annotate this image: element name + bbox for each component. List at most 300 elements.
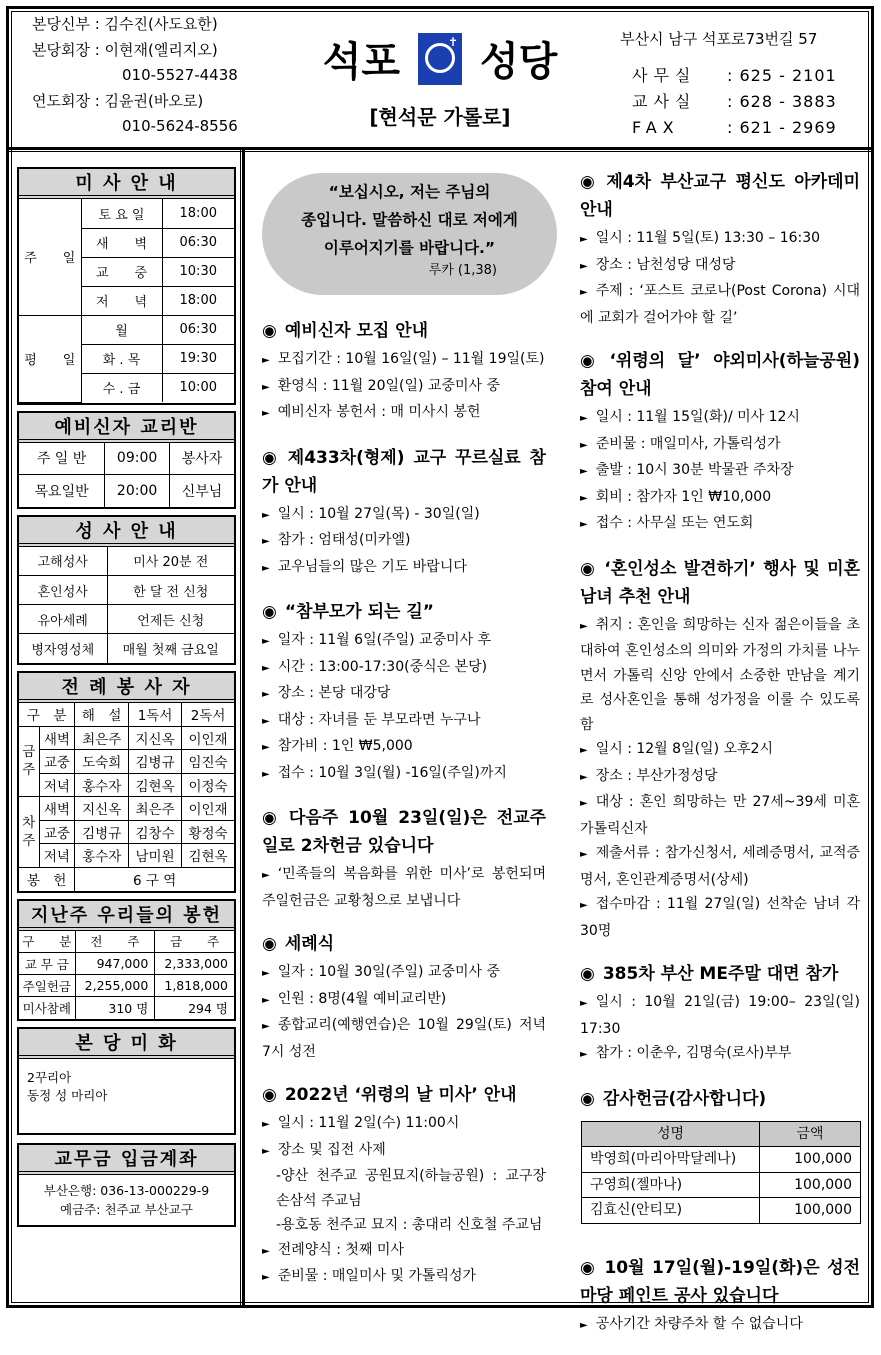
church-subtitle: [현석문 가롤로]	[369, 105, 511, 129]
arrow-bullet-icon: ►	[262, 689, 270, 700]
mass-day: 저 녁	[81, 286, 162, 315]
notice-line	[262, 1164, 546, 1213]
notice-text: 제출서류 : 참가신청서, 세례증명서, 교적증명서, 혼인관계증명서(상세)	[580, 845, 860, 888]
bullseye-icon: ◉	[580, 172, 599, 192]
arrow-bullet-icon: ►	[580, 900, 588, 911]
notice-line	[580, 764, 860, 791]
bullseye-icon: ◉	[262, 1085, 277, 1105]
union-president: 연도회장 : 김윤권(바오로)	[32, 91, 204, 110]
notice-heading-text: 385차 부산 ME주말 대면 참가	[602, 964, 839, 984]
notice-text: 일시 : 12월 8일(일) 오후2시	[595, 741, 773, 757]
sacraments	[17, 515, 236, 665]
offerings-header: 구 분	[19, 931, 75, 953]
liturgy-cell: 이정숙	[182, 773, 234, 797]
contact-classroom: 교사실 : 628 - 3883	[632, 89, 837, 115]
liturgy-header: 구 분	[19, 703, 75, 727]
notice-line	[580, 511, 860, 538]
contact-office: 사무실 : 625 - 2101	[632, 63, 837, 89]
notice-line	[580, 990, 860, 1041]
arrow-bullet-icon: ►	[262, 1272, 270, 1283]
union-president-phone: 010-5624-8556	[122, 117, 238, 135]
offerings-cell: 1,818,000	[155, 975, 234, 997]
notice-line	[580, 892, 860, 943]
liturgy-week-label: 금주	[19, 726, 39, 797]
notice-heading	[580, 347, 860, 403]
notice-line	[580, 458, 860, 485]
sacraments-table	[19, 547, 234, 663]
liturgy-offering-row	[19, 867, 234, 891]
notice-text: 공사기간 차량주차 할 수 없습니다	[595, 1315, 803, 1332]
header-divider	[8, 147, 873, 152]
notice-text: 접수마감 : 11월 27일(일) 선착순 남녀 각30명	[580, 896, 860, 939]
notice-text: 대상 : 혼인 희망하는 만 27세~39세 미혼 가톨릭신자	[580, 794, 860, 837]
offerings-row	[19, 953, 234, 975]
contact-value: 625 - 2101	[739, 66, 837, 85]
mass-row	[19, 315, 234, 344]
liturgy-row	[19, 773, 234, 797]
header-contacts	[620, 28, 837, 141]
liturgy-cell: 홍수자	[75, 773, 129, 797]
notice-line	[262, 681, 546, 708]
mass-time: 10:30	[162, 257, 234, 286]
liturgy-cell: 김창수	[129, 820, 182, 844]
sacraments-title: 성 사 안 내	[19, 517, 234, 547]
notice-heading	[580, 1254, 860, 1310]
donation-row	[582, 1198, 861, 1224]
catechism-class-title: 예비신자 교리반	[19, 413, 234, 443]
offerings-row	[19, 997, 234, 1019]
notice-section	[262, 317, 546, 427]
liturgy-cell: 김현옥	[129, 773, 182, 797]
liturgy-offering-value: 6 구 역	[75, 867, 234, 891]
offerings-cell: 2,255,000	[75, 975, 155, 997]
liturgy-row	[19, 797, 234, 821]
notice-section	[580, 168, 860, 330]
mass-group-label: 평 일	[19, 315, 81, 402]
contact-label: 사무실	[632, 66, 697, 85]
notice-line	[262, 1213, 546, 1238]
liturgy-ministers-title: 전 례 봉 사 자	[19, 673, 234, 703]
offerings-cell: 947,000	[75, 953, 155, 975]
liturgy-offering-label: 봉 헌	[19, 867, 75, 891]
liturgy-ministers	[17, 671, 236, 893]
arrow-bullet-icon: ►	[262, 1119, 270, 1130]
arrow-bullet-icon: ►	[580, 1049, 588, 1060]
liturgy-cell: 임진숙	[182, 750, 234, 774]
sacrament-row	[19, 605, 234, 634]
notice-line	[580, 841, 860, 892]
notice-heading-text: 세례식	[284, 934, 335, 954]
notice-text: 출발 : 10시 30분 박물관 주차장	[595, 462, 794, 478]
arrow-bullet-icon: ►	[580, 771, 588, 783]
liturgy-cell: 최은주	[75, 726, 129, 750]
mass-day: 교 중	[81, 257, 162, 286]
weekly-offerings-title: 지난주 우리들의 봉헌	[19, 901, 234, 931]
column-divider	[240, 150, 245, 1306]
notice-text: 장소 및 집전 사제	[277, 1141, 386, 1158]
mass-day: 수 . 금	[81, 373, 162, 402]
flower-line: 동정 성 마리아	[27, 1087, 108, 1103]
catechism-cell: 봉사자	[170, 443, 234, 475]
notice-section	[580, 1254, 860, 1339]
notice-heading-text: 다음주 10월 23일(일)은 전교주일로 2차헌금 있습니다	[262, 808, 546, 856]
notice-heading	[580, 1085, 860, 1113]
notice-section	[262, 1081, 546, 1291]
donation-row	[582, 1172, 861, 1198]
notice-text: 일시 : 11월 5일(토) 13:30 – 16:30	[595, 230, 821, 246]
notice-line	[262, 761, 546, 788]
account-line: 부산은행: 036-13-000229-9	[43, 1182, 210, 1198]
offerings-header: 전 주	[75, 931, 155, 953]
liturgy-cell: 교중	[39, 750, 75, 774]
notice-section	[262, 804, 546, 913]
liturgy-row	[19, 844, 234, 868]
donation-amount: 100,000	[760, 1147, 861, 1173]
flower-ministry-title: 본 당 미 화	[19, 1029, 234, 1059]
catechism-class	[17, 411, 236, 509]
notice-heading	[262, 317, 546, 345]
arrow-bullet-icon: ►	[580, 492, 588, 504]
mass-schedule-table	[19, 199, 234, 403]
church-logo-icon: ✝	[418, 33, 462, 85]
mass-time: 18:00	[162, 199, 234, 228]
mass-row	[19, 199, 234, 228]
arrow-bullet-icon: ►	[580, 998, 588, 1009]
notice-line	[262, 862, 546, 913]
liturgy-cell: 도숙희	[75, 750, 129, 774]
liturgy-row	[19, 750, 234, 774]
notice-text: 일시 : 10월 21일(금) 19:00– 23일(일) 17:30	[580, 994, 860, 1037]
bullseye-icon: ◉	[580, 1257, 597, 1278]
notice-heading	[262, 444, 546, 500]
catechism-cell: 20:00	[105, 475, 170, 507]
mass-group-label: 주 일	[19, 199, 81, 315]
notice-text: 일시 : 11월 2일(수) 11:00시	[277, 1115, 460, 1131]
arrow-bullet-icon: ►	[580, 519, 588, 530]
parish-president-phone: 010-5527-4438	[122, 66, 238, 84]
header-staff	[32, 12, 238, 140]
liturgy-row	[19, 726, 234, 750]
notice-text: 준비물 : 매일미사 및 가톨릭성가	[277, 1268, 477, 1284]
offerings-cell: 교 무 금	[19, 953, 75, 975]
donation-header-row	[582, 1121, 861, 1147]
notice-line	[580, 613, 860, 738]
notice-text: 일시 : 10월 27일(목) - 30일(일)	[277, 505, 480, 522]
donor-name: 박영희(마리아막달레나)	[582, 1147, 760, 1173]
notice-text: 장소 : 본당 대강당	[277, 685, 391, 701]
contact-value: 621 - 2969	[739, 118, 837, 137]
sacrament-name: 혼인성사	[19, 576, 107, 605]
contact-fax: FAX : 621 - 2969	[632, 115, 837, 141]
notice-text: 접수 : 10월 3일(월) -16일(주일)까지	[277, 764, 507, 781]
donation-amount: 100,000	[760, 1172, 861, 1198]
notice-line	[262, 628, 546, 655]
notice-text: 인원 : 8명(4월 예비교리반)	[277, 990, 447, 1007]
contact-label: FAX	[632, 118, 680, 137]
quote-line: 이루어지기를 바랍니다.”	[323, 239, 496, 257]
notice-text: 대상 : 자녀를 둔 부모라면 누구나	[277, 711, 481, 728]
notice-line	[580, 432, 860, 459]
sacrament-row	[19, 634, 234, 663]
mass-day: 화 . 목	[81, 344, 162, 373]
notice-line	[262, 1264, 546, 1291]
arrow-bullet-icon: ►	[580, 798, 588, 809]
notice-line	[580, 1041, 860, 1068]
sacrament-info: 언제든 신청	[107, 605, 234, 634]
mass-day: 토 요 일	[81, 199, 162, 228]
arrow-bullet-icon: ►	[580, 849, 588, 860]
notice-heading	[580, 168, 860, 224]
notice-line	[580, 1312, 860, 1339]
notice-text: 모집기간 : 10월 16일(일) – 11월 19일(토)	[277, 351, 545, 367]
liturgy-cell: 김현옥	[182, 844, 234, 868]
donor-name: 구영희(젤마나)	[582, 1172, 760, 1198]
notice-heading-text: 예비신자 모집 안내	[284, 321, 429, 341]
liturgy-cell: 홍수자	[75, 844, 129, 868]
offerings-header: 금 주	[155, 931, 234, 953]
notice-heading-text: ‘혼인성소 발견하기’ 행사 및 미혼 남녀 추천 안내	[580, 558, 860, 607]
offerings-row	[19, 975, 234, 997]
arrow-bullet-icon: ►	[262, 994, 270, 1006]
middle-column	[262, 317, 546, 1308]
notice-section	[580, 960, 860, 1068]
notice-section	[262, 444, 546, 582]
arrow-bullet-icon: ►	[262, 742, 270, 753]
notice-line	[580, 405, 860, 432]
notice-line	[262, 555, 546, 582]
notice-heading-text: 10월 17일(월)-19일(화)은 성전마당 페인트 공사 있습니다	[580, 1257, 860, 1306]
catechism-cell: 주 일 반	[19, 443, 105, 475]
offerings-cell: 주일헌금	[19, 975, 75, 997]
notice-section	[580, 555, 860, 944]
notice-text: 장소 : 남천성당 대성당	[595, 256, 736, 273]
right-column	[580, 168, 860, 1355]
arrow-bullet-icon: ►	[262, 715, 270, 727]
bullseye-icon: ◉	[580, 964, 595, 984]
liturgy-cell: 최은주	[129, 797, 182, 821]
liturgy-cell: 교중	[39, 820, 75, 844]
arrow-bullet-icon: ►	[262, 870, 270, 881]
notice-heading-text: 2022년 ‘위령의 날 미사’ 안내	[284, 1085, 517, 1105]
mass-time: 19:30	[162, 344, 234, 373]
arrow-bullet-icon: ►	[580, 466, 588, 477]
bullseye-icon: ◉	[262, 808, 281, 828]
liturgy-cell: 남미원	[129, 844, 182, 868]
notice-text: 준비물 : 매일미사, 가톨릭성가	[595, 435, 781, 452]
arrow-bullet-icon: ►	[262, 1021, 270, 1032]
arrow-bullet-icon: ►	[262, 509, 270, 521]
flower-line: 2꾸리아	[27, 1069, 72, 1085]
notice-line	[262, 1238, 546, 1265]
notice-text: 참가 : 엄태성(미카엘)	[277, 532, 411, 548]
notice-heading	[262, 930, 546, 958]
notice-section	[580, 347, 860, 538]
arrow-bullet-icon: ►	[262, 768, 270, 780]
sacrament-info: 한 달 전 신청	[107, 576, 234, 605]
notice-text: 교우님들의 많은 기도 바랍니다	[277, 558, 467, 575]
dues-account	[17, 1143, 236, 1227]
mass-time: 10:00	[162, 373, 234, 402]
notice-line	[262, 528, 546, 555]
arrow-bullet-icon: ►	[580, 439, 588, 451]
arrow-bullet-icon: ►	[262, 408, 270, 419]
sacrament-info: 매월 첫째 금요일	[107, 634, 234, 663]
mass-schedule	[17, 167, 236, 405]
mass-time: 06:30	[162, 228, 234, 257]
notice-line	[262, 734, 546, 761]
arrow-bullet-icon: ►	[262, 662, 270, 674]
notice-line	[262, 502, 546, 529]
mass-time: 06:30	[162, 315, 234, 344]
liturgy-header: 1독서	[129, 703, 182, 727]
church-name-1: 석포	[322, 39, 400, 85]
mass-day: 월	[81, 315, 162, 344]
notice-heading	[262, 1081, 546, 1109]
dues-account-content	[19, 1175, 234, 1225]
notice-text: 전례양식 : 첫째 미사	[277, 1241, 404, 1258]
notice-line	[580, 790, 860, 841]
notice-line	[262, 1013, 546, 1064]
liturgy-cell: 김병규	[75, 820, 129, 844]
notice-heading-text: ‘위령의 달’ 야외미사(하늘공원) 참여 안내	[580, 351, 860, 399]
arrow-bullet-icon: ►	[262, 1245, 270, 1257]
notice-text: 일자 : 11월 6일(주일) 교중미사 후	[277, 632, 492, 648]
notice-heading-text: 감사헌금(감사합니다)	[602, 1088, 767, 1109]
mass-time: 18:00	[162, 286, 234, 315]
notice-text: 참가비 : 1인 ₩5,000	[277, 738, 413, 754]
notice-heading	[580, 960, 860, 988]
contact-label: 교사실	[632, 92, 697, 111]
parish-president: 본당회장 : 이현재(엘리지오)	[32, 40, 218, 59]
donation-header: 성명	[582, 1121, 760, 1147]
left-column	[17, 167, 236, 1233]
donation-amount: 100,000	[760, 1198, 861, 1224]
catechism-cell: 신부님	[170, 475, 234, 507]
arrow-bullet-icon: ►	[580, 620, 588, 632]
notice-text: 종합교리(예행연습)은 10월 29일(토) 저녁7시 성전	[262, 1017, 546, 1060]
notice-section	[580, 1085, 860, 1224]
notice-line	[262, 374, 546, 401]
offerings-header-row	[19, 931, 234, 953]
liturgy-header-row	[19, 703, 234, 727]
donation-row	[582, 1147, 861, 1173]
arrow-bullet-icon: ►	[580, 287, 588, 298]
notice-line	[580, 253, 860, 280]
quote-reference: 루카 (1,38)	[428, 263, 497, 278]
notice-text: -양산 천주교 공원묘지(하늘공원) : 교구장 손삼석 주교님	[276, 1168, 546, 1209]
church-title	[300, 30, 580, 130]
sacrament-name: 병자영성체	[19, 634, 107, 663]
notice-text: 예비신자 봉헌서 : 매 미사시 봉헌	[277, 404, 481, 420]
catechism-class-table	[19, 443, 234, 507]
bullseye-icon: ◉	[262, 602, 277, 622]
sacrament-row	[19, 547, 234, 576]
notice-heading-text: 제4차 부산교구 평신도 아카데미 안내	[580, 172, 860, 220]
liturgy-header: 2독서	[182, 703, 234, 727]
liturgy-cell: 이인재	[182, 797, 234, 821]
arrow-bullet-icon: ►	[580, 413, 588, 424]
quote-line: “보십시오, 저는 주님의	[328, 183, 491, 201]
quote-line: 종입니다. 말씀하신 대로 저에게	[301, 211, 518, 229]
liturgy-cell: 새벽	[39, 797, 75, 821]
mass-schedule-title: 미 사 안 내	[19, 169, 234, 199]
notice-line	[580, 737, 860, 764]
notice-section	[262, 598, 546, 787]
notice-line	[262, 708, 546, 735]
bullseye-icon: ◉	[580, 1088, 595, 1109]
notice-heading	[262, 598, 546, 626]
offerings-cell: 2,333,000	[155, 953, 234, 975]
liturgy-header: 해 설	[75, 703, 129, 727]
weekly-offerings	[17, 899, 236, 1021]
notice-section	[262, 930, 546, 1064]
donor-name: 김효신(안티모)	[582, 1198, 760, 1224]
arrow-bullet-icon: ►	[262, 636, 270, 647]
liturgy-cell: 새벽	[39, 726, 75, 750]
notice-text: 일자 : 10월 30일(주일) 교중미사 중	[277, 964, 500, 980]
address: 부산시 남구 석포로73번길 57	[620, 30, 818, 48]
bullseye-icon: ◉	[580, 351, 602, 371]
notice-line	[262, 655, 546, 682]
arrow-bullet-icon: ►	[580, 1319, 588, 1331]
bullseye-icon: ◉	[580, 558, 597, 579]
notice-text: 시간 : 13:00-17:30(중식은 본당)	[277, 658, 488, 675]
notice-text: -용호동 천주교 묘지 : 총대리 신호철 주교님	[276, 1217, 543, 1233]
sacrament-info: 미사 20분 전	[107, 547, 234, 576]
notice-text: 환영식 : 11월 20일(일) 교중미사 중	[277, 377, 500, 394]
notice-heading-text: 제433차(형제) 교구 꾸르실료 참가 안내	[262, 447, 546, 496]
notice-text: 접수 : 사무실 또는 연도회	[595, 515, 754, 531]
liturgy-cell: 지신옥	[75, 797, 129, 821]
notice-text: 취지 : 혼인을 희망하는 신자 젊은이들을 초대하여 혼인성소의 의미와 가정의 가치를 나누면서 가톨릭 신앙 안에서 소중한 만남을 계기로 성사혼인을 통해 성가정을 이룰 수 있도록 함	[580, 616, 860, 733]
arrow-bullet-icon: ►	[580, 745, 588, 756]
notice-heading	[580, 555, 860, 611]
dues-account-title: 교무금 입금계좌	[19, 1145, 234, 1175]
liturgy-cell: 이인재	[182, 726, 234, 750]
bullseye-icon: ◉	[262, 934, 277, 954]
notice-text: 회비 : 참가자 1인 ₩10,000	[595, 488, 772, 505]
notice-heading-text: “참부모가 되는 길”	[284, 602, 434, 622]
sacrament-name: 유아세례	[19, 605, 107, 634]
priest: 본당신부 : 김수진(사도요한)	[32, 15, 218, 33]
notice-text: 참가 : 이춘우, 김명숙(로사)부부	[595, 1045, 792, 1061]
weekly-offerings-table	[19, 931, 234, 1019]
arrow-bullet-icon: ►	[262, 536, 270, 547]
liturgy-row	[19, 820, 234, 844]
notice-line	[580, 279, 860, 330]
notice-line	[262, 960, 546, 987]
arrow-bullet-icon: ►	[262, 381, 270, 393]
flower-ministry	[17, 1027, 236, 1135]
offerings-cell: 미사참례	[19, 997, 75, 1019]
arrow-bullet-icon: ►	[580, 234, 588, 245]
notice-text: ‘민족들의 복음화를 위한 미사’로 봉헌되며 주일헌금은 교황청으로 보냅니다	[262, 866, 546, 909]
notice-line	[580, 226, 860, 253]
bullseye-icon: ◉	[262, 321, 277, 341]
arrow-bullet-icon: ►	[262, 968, 270, 979]
notice-text: 일시 : 11월 15일(화)/ 미사 12시	[595, 409, 800, 425]
church-name-2: 성당	[480, 39, 558, 85]
arrow-bullet-icon: ►	[262, 355, 270, 366]
notice-line	[262, 987, 546, 1014]
notice-line	[262, 400, 546, 427]
donation-table	[581, 1121, 861, 1224]
liturgy-cell: 지신옥	[129, 726, 182, 750]
account-line: 예금주: 천주교 부산교구	[60, 1201, 193, 1217]
catechism-row	[19, 443, 234, 475]
liturgy-week-label: 차주	[19, 797, 39, 868]
catechism-row	[19, 475, 234, 507]
